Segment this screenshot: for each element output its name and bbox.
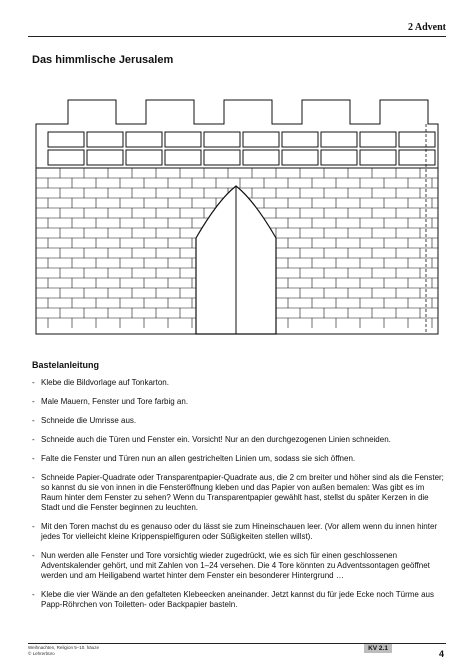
window-frame xyxy=(360,132,396,147)
window-frame xyxy=(204,150,240,165)
footer-source-line: Weihnachten, Religion 5–10. häuze xyxy=(28,645,99,650)
footer-source xyxy=(28,645,99,657)
window-frame xyxy=(87,132,123,147)
instructions-heading: Bastelanleitung xyxy=(32,360,100,370)
instruction-item: - Nun werden alle Fenster und Tore vorsichtig wieder zugedrückt, wie es sich für einen geschlossenen Adventskalender gehört, und mit Zahlen von 1–24 versehen. Die 4 Tore könnten zu Adventssontagen geöffnet werden und am Heiligabend wartet hinter dem Fenster ein besonderer Hintergrund … xyxy=(32,551,444,581)
instructions-list xyxy=(32,378,444,619)
window-frame xyxy=(243,132,279,147)
page-number: 4 xyxy=(438,649,444,659)
kv-badge: KV 2.1 xyxy=(364,644,392,653)
instruction-item: - Schneide Papier-Quadrate oder Transparentpapier-Quadrate aus, die 2 cm breiter und höher sind als die Fenster; so kannst du sie von innen in die Fensteröffnung kleben und das Papier von außen bemalen: Was gibt es im Raum hinter dem Fenster zu sehen? Wenn du Transparentpapier gewählt hast, stellst du später Kerzen in die Stadt und die Fenster beginnen zu leuchten. xyxy=(32,473,444,513)
header-divider xyxy=(28,36,446,37)
window-frame xyxy=(399,132,435,147)
window-frame xyxy=(243,150,279,165)
city-wall-illustration xyxy=(28,88,446,344)
window-frame xyxy=(87,150,123,165)
window-frame xyxy=(126,150,162,165)
window-frame xyxy=(282,150,318,165)
window-frame xyxy=(48,132,84,147)
instruction-item: - Klebe die Bildvorlage auf Tonkarton. xyxy=(32,378,444,388)
instruction-item: - Schneide auch die Türen und Fenster ein. Vorsicht! Nur an den durchgezogenen Linien schneiden. xyxy=(32,435,444,445)
window-frame xyxy=(165,150,201,165)
window-frame xyxy=(360,150,396,165)
chapter-label: 2 Advent xyxy=(407,22,446,33)
window-frame xyxy=(48,150,84,165)
page-title: Das himmlische Jerusalem xyxy=(32,54,174,66)
window-frame xyxy=(126,132,162,147)
instruction-item: - Mit den Toren machst du es genauso oder du lässt sie zum Hineinschauen leer. (Vor allem wenn du innen hinter jedes Tor vielleicht kleine Krippenspielfiguren oder Süßigkeiten stellen willst). xyxy=(32,522,444,542)
footer-copyright: © Lehrerbüro xyxy=(28,651,55,656)
window-frame xyxy=(321,132,357,147)
instruction-item: - Male Mauern, Fenster und Tore farbig an. xyxy=(32,397,444,407)
instruction-item: - Klebe die vier Wände an den gefalteten Klebeecken aneinander. Jetzt kannst du für jede Ecke noch Türme aus Papp-Röhrchen von Toiletten- oder Backpapier basteln. xyxy=(32,590,444,610)
instruction-item: - Schneide die Umrisse aus. xyxy=(32,416,444,426)
instruction-item: - Falte die Fenster und Türen nun an allen gestrichelten Linien um, sodass sie sich öffnen. xyxy=(32,454,444,464)
window-frame xyxy=(165,132,201,147)
window-frame xyxy=(204,132,240,147)
window-frame xyxy=(399,150,435,165)
window-frame xyxy=(282,132,318,147)
window-frame xyxy=(321,150,357,165)
